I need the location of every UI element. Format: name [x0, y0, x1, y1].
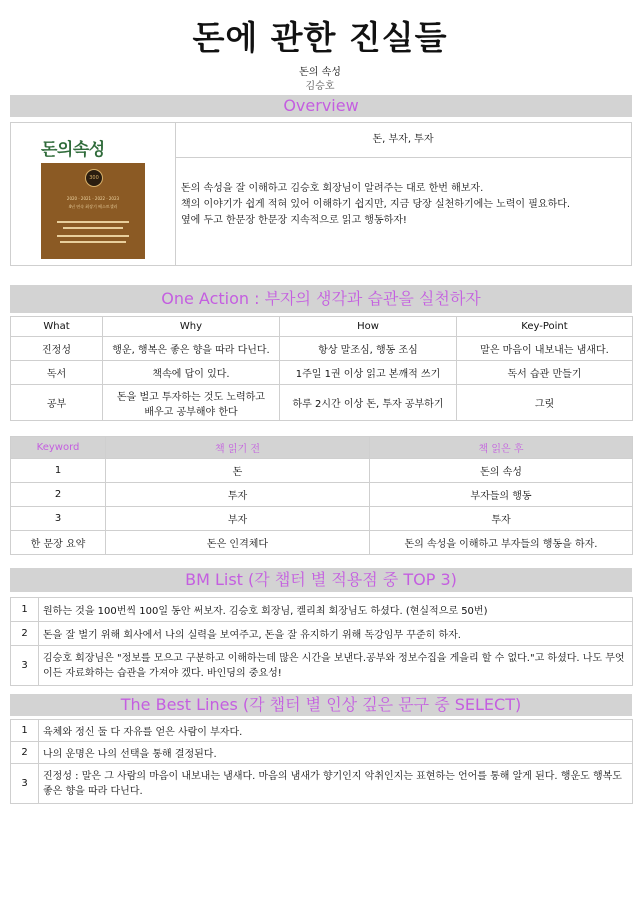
item-number: 3: [11, 646, 39, 686]
cell: 하루 2시간 이상 돈, 투자 공부하기: [280, 385, 457, 421]
cell: 그릿: [457, 385, 633, 421]
book-cover-title: 돈의속성: [41, 140, 105, 160]
col-why: Why: [103, 317, 280, 337]
table-row: [11, 385, 633, 421]
item-text: 김승호 회장님은 "정보를 모으고 구분하고 이해하는데 많은 시간을 보낸다.공부와 정보수집을 게을리 할 수 없다."고 하셨다. 나도 무엇이든 자료화하는 습관을 가져야 겠다. 바인딩의 중요성!: [39, 646, 633, 686]
cell: 행운, 행복은 좋은 향을 따라 다닌다.: [103, 337, 280, 361]
author-name: 김승호: [305, 81, 335, 92]
cover-decoration: [63, 227, 123, 229]
item-text: 진정성 : 말은 그 사람의 마음이 내보내는 냄새다. 마음의 냄새가 향기인지 악취인지는 표현하는 언어를 통해 알게 된다. 행운도 행복도 좋은 향을 따라 다닌다.: [39, 764, 633, 804]
cell: 항상 말조심, 행동 조심: [280, 337, 457, 361]
list-item: [11, 764, 633, 804]
overview-line: 돈의 속성을 잘 이해하고 김승호 회장님이 알려주는 대로 한번 해보자.: [181, 183, 484, 194]
table-row: [11, 507, 633, 531]
item-number: 1: [11, 598, 39, 622]
cell: 부자: [106, 507, 370, 531]
overview-line: 옆에 두고 한문장 한문장 지속적으로 읽고 행동하자!: [181, 215, 407, 226]
book-cover: [41, 163, 145, 259]
book-cover-text: [53, 195, 133, 211]
item-text: 원하는 것을 100번씩 100일 동안 써보자. 김승호 회장님, 켈리최 회장님도 하셨다. (현실적으로 50번): [39, 598, 633, 622]
item-text: 돈을 잘 벌기 위해 회사에서 나의 실력을 보여주고, 돈을 잘 유지하기 위해 독강임무 꾸준히 하자.: [39, 622, 633, 646]
bm-list-heading: BM List (각 챕터 별 적용점 중 TOP 3): [10, 568, 632, 592]
book-cover-line: 4년 연속 최장기 베스트셀러: [68, 204, 118, 209]
item-number: 2: [11, 622, 39, 646]
cell: 돈의 속성을 이해하고 부자들의 행동을 하자.: [370, 531, 633, 555]
cover-decoration: [60, 241, 126, 243]
col-before-reading: 책 읽기 전: [106, 437, 370, 459]
table-row: [11, 531, 633, 555]
cell: 책속에 답이 있다.: [103, 361, 280, 385]
cell: 돈은 인격체다: [106, 531, 370, 555]
col-key-point: Key-Point: [457, 317, 633, 337]
col-keyword: Keyword: [11, 437, 106, 459]
list-item: [11, 742, 633, 764]
col-how: How: [280, 317, 457, 337]
cover-decoration: [57, 235, 129, 237]
overview-panel: [10, 122, 632, 266]
list-item: [11, 622, 633, 646]
cell: 1주일 1권 이상 읽고 본깨적 쓰기: [280, 361, 457, 385]
cell: 3: [11, 507, 106, 531]
item-number: 3: [11, 764, 39, 804]
best-lines-table: [10, 719, 633, 804]
cell: 1: [11, 459, 106, 483]
cell: 투자: [106, 483, 370, 507]
cell: 부자들의 행동: [370, 483, 633, 507]
cell: 돈: [106, 459, 370, 483]
cell: 진정성: [11, 337, 103, 361]
keyword-table: [10, 436, 633, 555]
overview-line: 책의 이야기가 쉽게 적혀 있어 이해하기 쉽지만, 지금 당장 실천하기에는 노력이 필요하다.: [181, 199, 571, 210]
cover-decoration: [57, 221, 129, 223]
bm-list-table: [10, 597, 633, 686]
table-row: [11, 459, 633, 483]
book-cover-line: 2020 · 2021 · 2022 · 2023: [66, 196, 120, 201]
item-text: 육체와 정신 둘 다 자유를 얻은 사람이 부자다.: [39, 720, 633, 742]
cell: 돈의 속성: [370, 459, 633, 483]
col-what: What: [11, 317, 103, 337]
overview-description: [181, 181, 623, 229]
cell: 독서 습관 만들기: [457, 361, 633, 385]
book-badge: 300: [85, 169, 103, 187]
list-item: [11, 646, 633, 686]
cell: 한 문장 요약: [11, 531, 106, 555]
item-number: 1: [11, 720, 39, 742]
one-action-table: [10, 316, 633, 421]
book-cover-cell: [11, 123, 176, 265]
cell: 돈을 벌고 투자하는 것도 노력하고 배우고 공부해야 한다: [103, 385, 280, 421]
table-row: [11, 483, 633, 507]
page-title: 돈에 관한 진실들: [192, 18, 448, 57]
cell: 투자: [370, 507, 633, 531]
cell: 공부: [11, 385, 103, 421]
item-text: 나의 운명은 나의 선택을 통해 결정된다.: [39, 742, 633, 764]
cell: 독서: [11, 361, 103, 385]
overview-heading: Overview: [10, 95, 632, 117]
cell: 2: [11, 483, 106, 507]
one-action-heading: One Action : 부자의 생각과 습관을 실천하자: [10, 285, 632, 313]
cell: 말은 마음이 내보내는 냄새다.: [457, 337, 633, 361]
book-name: 돈의 속성: [299, 67, 341, 78]
table-row: [11, 337, 633, 361]
overview-tags: 돈, 부자, 투자: [175, 123, 631, 158]
best-lines-heading: The Best Lines (각 챕터 별 인상 깊은 문구 중 SELECT): [10, 694, 632, 716]
list-item: [11, 598, 633, 622]
book-cover-image: [41, 135, 145, 259]
table-row: [11, 361, 633, 385]
list-item: [11, 720, 633, 742]
item-number: 2: [11, 742, 39, 764]
col-after-reading: 책 읽은 후: [370, 437, 633, 459]
